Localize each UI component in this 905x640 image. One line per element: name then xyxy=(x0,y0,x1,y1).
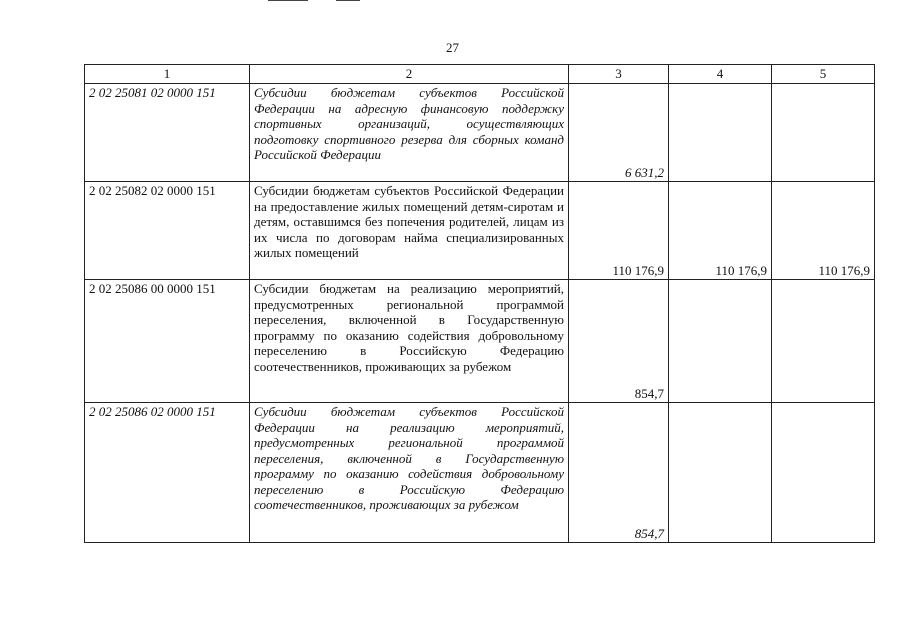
row-code: 2 02 25081 02 0000 151 xyxy=(85,84,250,182)
table-row xyxy=(85,403,875,543)
row-description: Субсидии бюджетам субъектов Российской Федерации на адресную финансовую поддержку спортивных организаций, осуществляющих подготовку спортивного резерва для сборных команд Российской Федерации xyxy=(250,84,569,182)
header-col-2: 2 xyxy=(250,65,569,84)
row-code: 2 02 25086 00 0000 151 xyxy=(85,280,250,403)
page-number: 27 xyxy=(446,40,459,55)
table-row xyxy=(85,280,875,403)
row-amount-col5 xyxy=(772,84,875,182)
row-code: 2 02 25082 02 0000 151 xyxy=(85,182,250,280)
row-amount-col5 xyxy=(772,403,875,543)
row-description: Субсидии бюджетам субъектов Российской Федерации на реализацию мероприятий, предусмотренных региональной программой переселения, включенной в Государственную программу по оказанию содействия добровольному переселению в Российскую Федерацию соотечественников, проживающих за рубежом xyxy=(250,403,569,543)
budget-table xyxy=(84,64,875,543)
scan-mark-top-right xyxy=(336,0,360,1)
row-amount-col3: 6 631,2 xyxy=(569,84,669,182)
row-description: Субсидии бюджетам на реализацию мероприятий, предусмотренных региональной программой переселения, включенной в Государственную программу по оказанию содействия добровольному переселению в Российскую Федерацию соотечественников, проживающих за рубежом xyxy=(250,280,569,403)
header-col-3: 3 xyxy=(569,65,669,84)
table-row xyxy=(85,182,875,280)
row-amount-col3: 110 176,9 xyxy=(569,182,669,280)
header-col-4: 4 xyxy=(669,65,772,84)
row-description: Субсидии бюджетам субъектов Российской Федерации на предоставление жилых помещений детям-сиротам и детям, оставшимся без попечения родителей, лицам из их числа по договорам найма специализированных жилых помещений xyxy=(250,182,569,280)
header-row xyxy=(85,65,875,84)
header-col-5: 5 xyxy=(772,65,875,84)
row-amount-col5: 110 176,9 xyxy=(772,182,875,280)
row-code: 2 02 25086 02 0000 151 xyxy=(85,403,250,543)
row-amount-col3: 854,7 xyxy=(569,280,669,403)
row-amount-col4: 110 176,9 xyxy=(669,182,772,280)
row-amount-col4 xyxy=(669,84,772,182)
row-amount-col4 xyxy=(669,280,772,403)
table-row xyxy=(85,84,875,182)
header-col-1: 1 xyxy=(85,65,250,84)
row-amount-col4 xyxy=(669,403,772,543)
scan-mark-top-left xyxy=(268,0,308,1)
row-amount-col5 xyxy=(772,280,875,403)
row-amount-col3: 854,7 xyxy=(569,403,669,543)
